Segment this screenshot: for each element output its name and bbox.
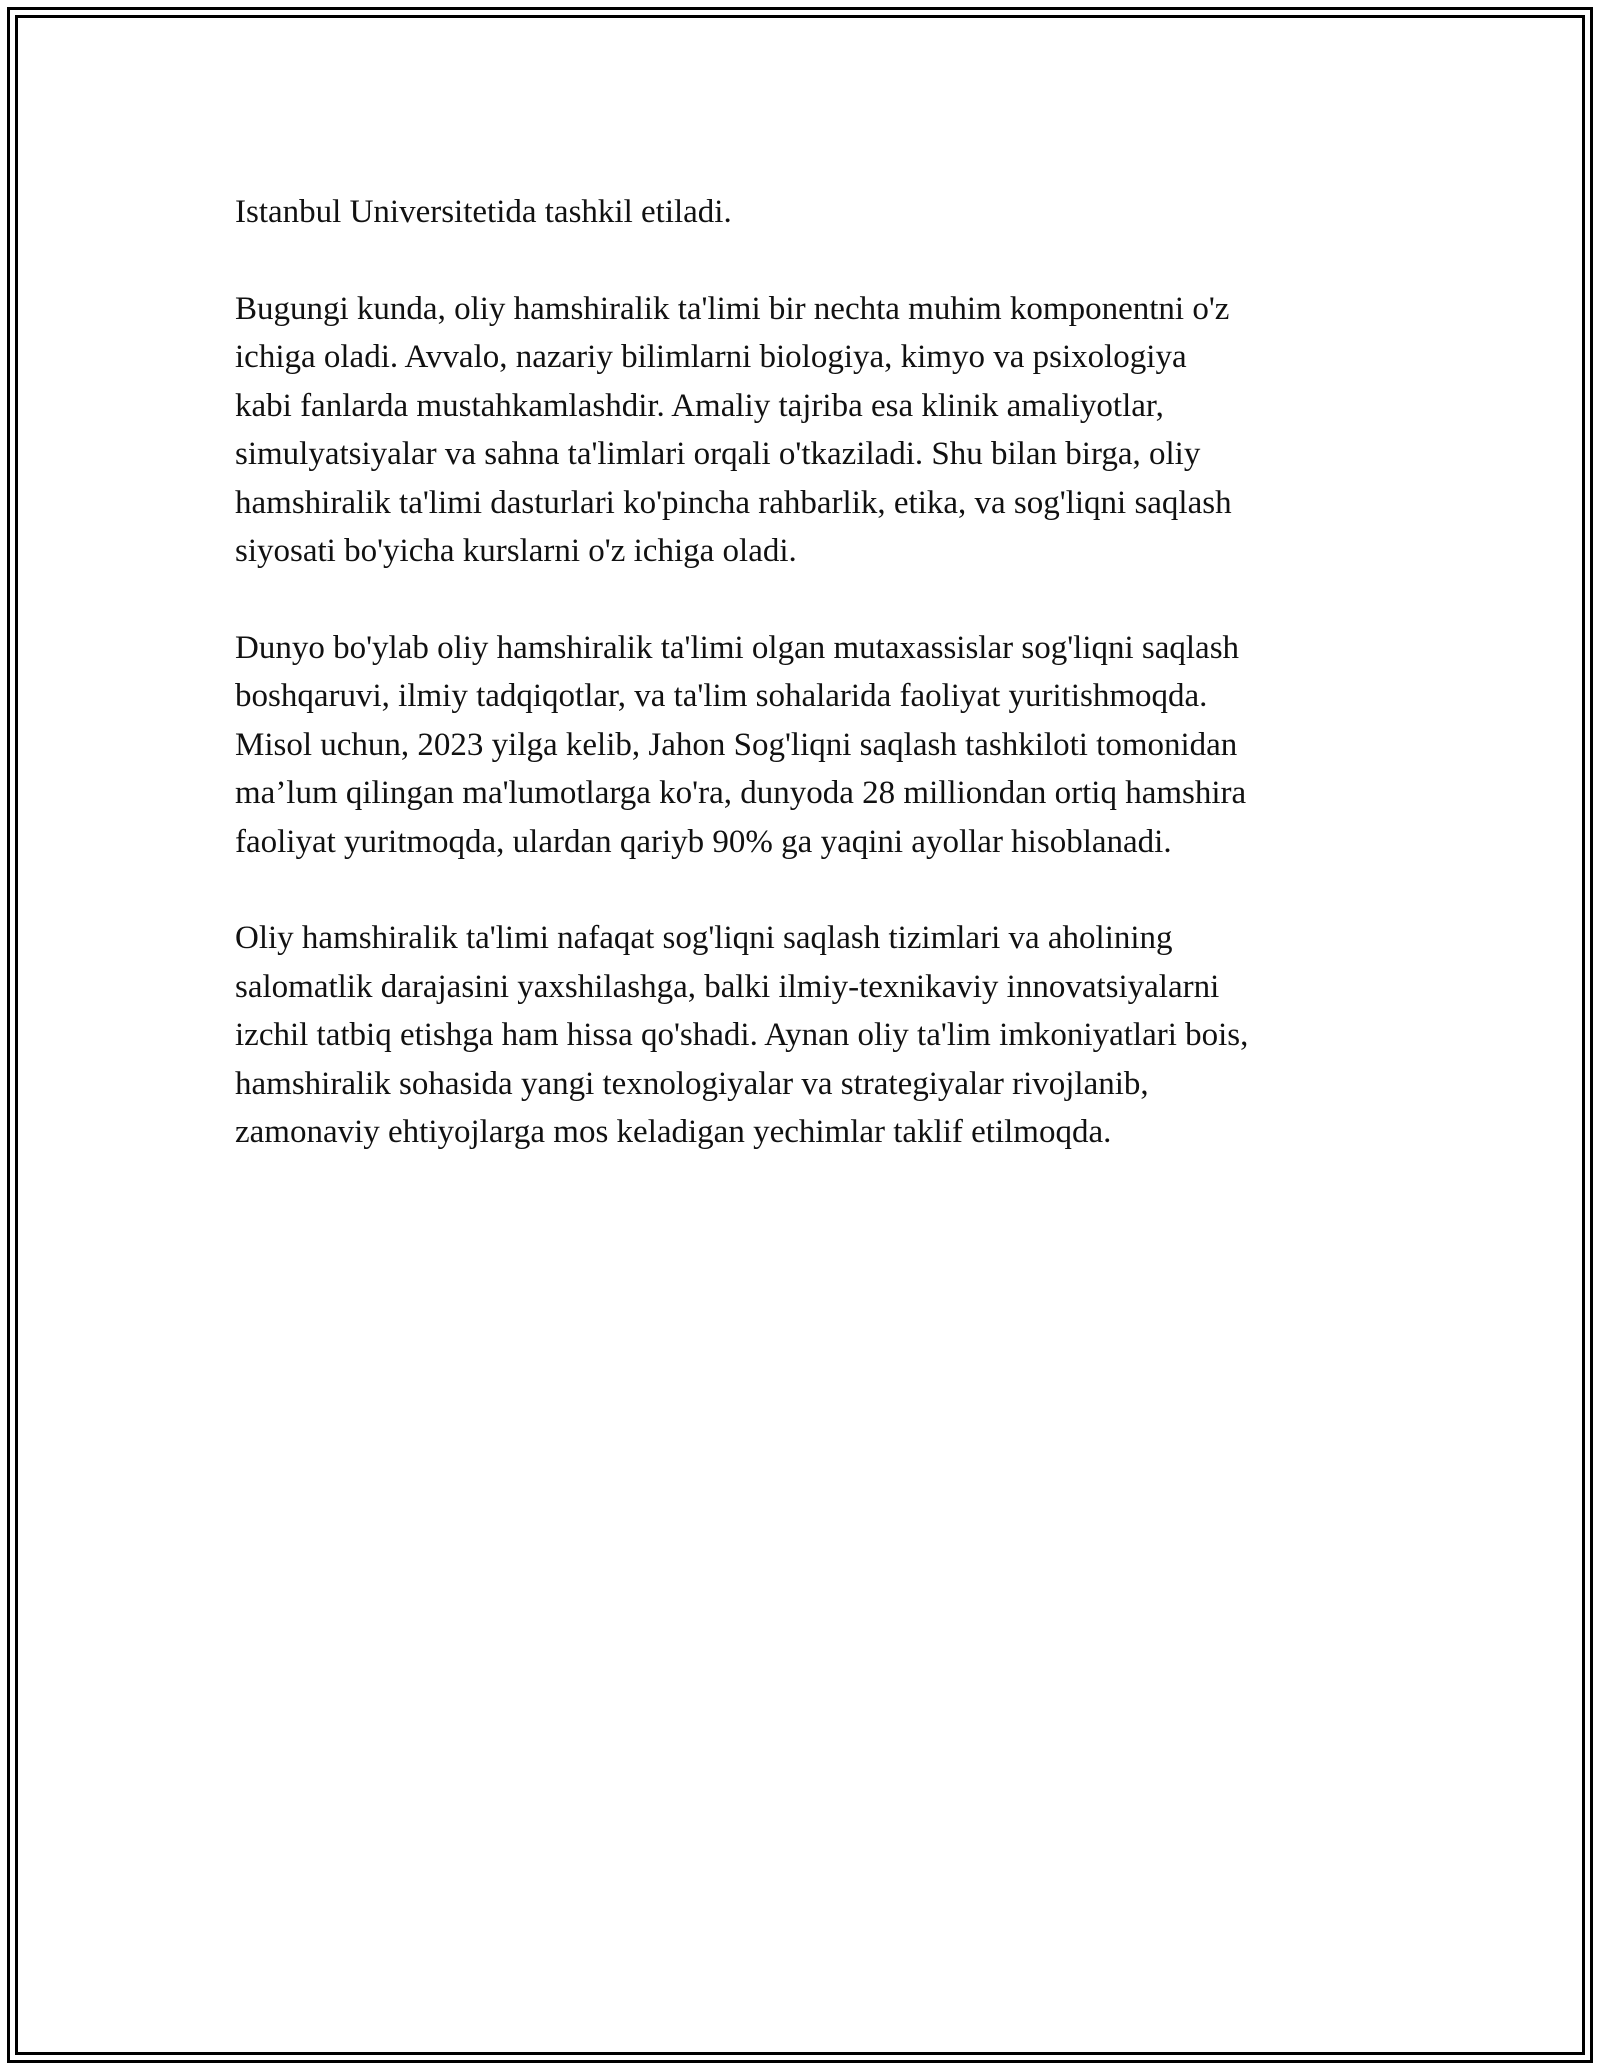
paragraph-line: faoliyat yuritmoqda, ulardan qariyb 90% ga yaqini ayollar hisoblanadi.	[235, 823, 1172, 860]
paragraph-line: Bugungi kunda, oliy hamshiralik ta'limi bir nechta muhim komponentni o'z	[235, 290, 1230, 327]
paragraph-line: hamshiralik ta'limi dasturlari ko'pincha rahbarlik, etika, va sog'liqni saqlash	[235, 484, 1232, 521]
document-body	[235, 188, 1375, 1205]
paragraph-1	[235, 188, 1375, 237]
paragraph-4	[235, 914, 1375, 1157]
paragraph-line: ichiga oladi. Avvalo, nazariy bilimlarni biologiya, kimyo va psixologiya	[235, 339, 1187, 375]
paragraph-line: izchil tatbiq etishga ham hissa qo'shadi. Aynan oliy ta'lim imkoniyatlari bois,	[235, 1017, 1249, 1053]
paragraph-line: siyosati bo'yicha kurslarni o'z ichiga oladi.	[235, 533, 797, 569]
paragraph-line: zamonaviy ehtiyojlarga mos keladigan yechimlar taklif etilmoqda.	[235, 1114, 1112, 1150]
paragraph-line: ma’lum qilingan ma'lumotlarga ko'ra, dunyoda 28 milliondan ortiq hamshira	[235, 775, 1247, 811]
paragraph-line: Istanbul Universitetida tashkil etiladi.	[235, 194, 732, 230]
paragraph-2	[235, 285, 1375, 576]
paragraph-line: simulyatsiyalar va sahna ta'limlari orqali o'tkaziladi. Shu bilan birga, oliy	[235, 436, 1201, 472]
paragraph-line: Misol uchun, 2023 yilga kelib, Jahon Sog'liqni saqlash tashkiloti tomonidan	[235, 726, 1238, 763]
paragraph-line: salomatlik darajasini yaxshilashga, balki ilmiy-texnikaviy innovatsiyalarni	[235, 968, 1220, 1005]
paragraph-line: boshqaruvi, ilmiy tadqiqotlar, va ta'lim sohalarida faoliyat yuritishmoqda.	[235, 678, 1208, 714]
paragraph-line: hamshiralik sohasida yangi texnologiyalar va strategiyalar rivojlanib,	[235, 1065, 1149, 1102]
paragraph-line: kabi fanlarda mustahkamlashdir. Amaliy tajriba esa klinik amaliyotlar,	[235, 387, 1164, 424]
paragraph-line: Dunyo bo'ylab oliy hamshiralik ta'limi olgan mutaxassislar sog'liqni saqlash	[235, 629, 1240, 666]
paragraph-3	[235, 624, 1375, 867]
paragraph-line: Oliy hamshiralik ta'limi nafaqat sog'liqni saqlash tizimlari va aholining	[235, 920, 1173, 956]
